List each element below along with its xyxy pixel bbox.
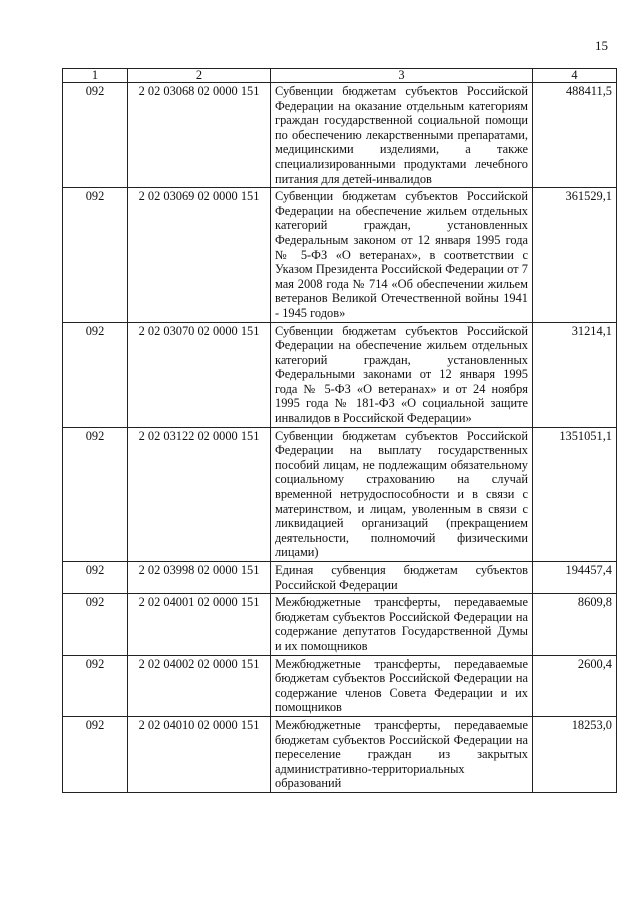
budget-code-cell: 2 02 03069 02 0000 151 [128,188,271,322]
budget-code-cell: 2 02 03070 02 0000 151 [128,322,271,427]
table-header-row [63,69,617,83]
admin-code-cell: 092 [63,322,128,427]
table-row [63,83,617,188]
description-cell: Субвенции бюджетам субъектов Российской Федерации на обеспечение жильем отдельных категорий граждан, установленных Федеральным законом от 12 января 1995 года № 5-ФЗ «О ветеранах», в соответствии с Указом Президента Российской Федерации от 7 мая 2008 года № 714 «Об обеспечении жильем ветеранов Великой Отечественной войны 1941 - 1945 годов» [271,188,533,322]
description-cell: Межбюджетные трансферты, передаваемые бюджетам субъектов Российской Федерации на содержание членов Совета Федерации и их помощников [271,655,533,716]
column-header-1: 1 [63,69,128,83]
admin-code-cell: 092 [63,716,128,792]
budget-code-cell: 2 02 03998 02 0000 151 [128,562,271,594]
amount-cell: 31214,1 [533,322,617,427]
budget-code-cell: 2 02 04010 02 0000 151 [128,716,271,792]
admin-code-cell: 092 [63,562,128,594]
table-row [63,322,617,427]
amount-cell: 1351051,1 [533,427,617,561]
budget-code-cell: 2 02 04001 02 0000 151 [128,594,271,655]
budget-table [62,68,617,793]
table-row [63,716,617,792]
description-cell: Субвенции бюджетам субъектов Российской Федерации на выплату государственных пособий лицам, не подлежащим обязательному социальному страхованию на случай временной нетрудоспособности и в связи с материнством, и лицам, уволенным в связи с ликвидацией организаций (прекращением деятельности, полномочий физическими лицами) [271,427,533,561]
admin-code-cell: 092 [63,188,128,322]
column-header-3: 3 [271,69,533,83]
description-cell: Межбюджетные трансферты, передаваемые бюджетам субъектов Российской Федерации на содержание депутатов Государственной Думы и их помощников [271,594,533,655]
table-row [63,188,617,322]
budget-code-cell: 2 02 03068 02 0000 151 [128,83,271,188]
table-row [63,562,617,594]
admin-code-cell: 092 [63,427,128,561]
admin-code-cell: 092 [63,83,128,188]
description-cell: Межбюджетные трансферты, передаваемые бюджетам субъектов Российской Федерации на переселение граждан из закрытых административно-территориальных образований [271,716,533,792]
column-header-2: 2 [128,69,271,83]
table-row [63,655,617,716]
column-header-4: 4 [533,69,617,83]
description-cell: Субвенции бюджетам субъектов Российской Федерации на оказание отдельным категориям граждан государственной социальной помощи по обеспечению лекарственными препаратами, медицинскими изделиями, а также специализированными продуктами лечебного питания для детей-инвалидов [271,83,533,188]
amount-cell: 361529,1 [533,188,617,322]
amount-cell: 8609,8 [533,594,617,655]
budget-code-cell: 2 02 03122 02 0000 151 [128,427,271,561]
budget-code-cell: 2 02 04002 02 0000 151 [128,655,271,716]
admin-code-cell: 092 [63,655,128,716]
amount-cell: 194457,4 [533,562,617,594]
amount-cell: 18253,0 [533,716,617,792]
amount-cell: 2600,4 [533,655,617,716]
page-number: 15 [595,38,608,53]
description-cell: Единая субвенция бюджетам субъектов Российской Федерации [271,562,533,594]
description-cell: Субвенции бюджетам субъектов Российской Федерации на обеспечение жильем отдельных категорий граждан, установленных Федеральными законами от 12 января 1995 года № 5-ФЗ «О ветеранах» и от 24 ноября 1995 года № 181-ФЗ «О социальной защите инвалидов в Российской Федерации» [271,322,533,427]
table-row [63,427,617,561]
table-row [63,594,617,655]
admin-code-cell: 092 [63,594,128,655]
amount-cell: 488411,5 [533,83,617,188]
